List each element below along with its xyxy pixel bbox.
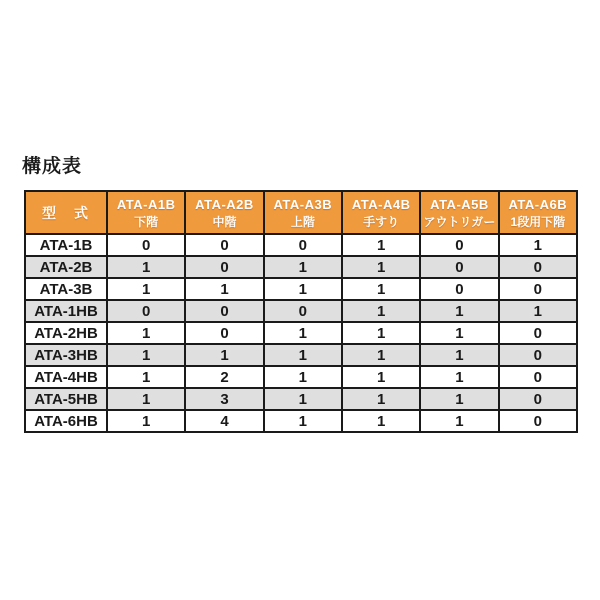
- column-label: 1段用下階: [510, 214, 566, 229]
- column-label: アウトリガー: [423, 214, 496, 229]
- value-cell: 0: [185, 234, 263, 256]
- column-header-2: [185, 191, 263, 234]
- value-cell: 1: [420, 366, 498, 388]
- value-cell: 0: [499, 322, 577, 344]
- page-title: 構成表: [22, 156, 83, 177]
- column-label: 中階: [212, 214, 237, 229]
- model-cell: ATA-4HB: [25, 366, 107, 388]
- value-cell: 1: [107, 322, 185, 344]
- model-cell: ATA-3B: [25, 278, 107, 300]
- column-label: 下階: [134, 214, 159, 229]
- value-cell: 0: [185, 256, 263, 278]
- value-cell: 0: [185, 322, 263, 344]
- table-row: [25, 234, 577, 256]
- value-cell: 1: [264, 256, 342, 278]
- value-cell: 0: [420, 278, 498, 300]
- column-code: ATA-A2B: [195, 196, 254, 212]
- column-code: ATA-A4B: [351, 196, 411, 212]
- column-label: 手すり: [363, 214, 400, 229]
- value-cell: 0: [499, 366, 577, 388]
- value-cell: 1: [107, 388, 185, 410]
- value-cell: 1: [107, 344, 185, 366]
- column-code: ATA-A3B: [273, 196, 333, 212]
- table-row: [25, 410, 577, 432]
- table-row: [25, 278, 577, 300]
- value-cell: 1: [264, 410, 342, 432]
- value-cell: 0: [107, 234, 185, 256]
- table-row: [25, 256, 577, 278]
- value-cell: 1: [342, 344, 420, 366]
- column-header-5: [420, 191, 498, 234]
- value-cell: 1: [420, 300, 498, 322]
- value-cell: 0: [420, 234, 498, 256]
- value-cell: 1: [264, 366, 342, 388]
- value-cell: 1: [420, 410, 498, 432]
- value-cell: 0: [499, 344, 577, 366]
- value-cell: 0: [499, 256, 577, 278]
- value-cell: 1: [264, 278, 342, 300]
- configuration-table: [24, 190, 578, 433]
- value-cell: 1: [107, 278, 185, 300]
- table-head: [25, 191, 577, 234]
- value-cell: 1: [264, 344, 342, 366]
- table-row: [25, 388, 577, 410]
- table-row: [25, 300, 577, 322]
- value-cell: 1: [342, 256, 420, 278]
- value-cell: 0: [264, 300, 342, 322]
- value-cell: 1: [420, 322, 498, 344]
- value-cell: 1: [107, 366, 185, 388]
- value-cell: 0: [107, 300, 185, 322]
- value-cell: 1: [185, 344, 263, 366]
- value-cell: 1: [342, 300, 420, 322]
- model-cell: ATA-2HB: [25, 322, 107, 344]
- value-cell: 1: [342, 278, 420, 300]
- value-cell: 0: [264, 234, 342, 256]
- model-cell: ATA-2B: [25, 256, 107, 278]
- value-cell: 1: [342, 234, 420, 256]
- value-cell: 0: [185, 300, 263, 322]
- value-cell: 1: [264, 322, 342, 344]
- model-cell: ATA-6HB: [25, 410, 107, 432]
- column-header-4: [342, 191, 420, 234]
- column-header-1: [107, 191, 185, 234]
- model-cell: ATA-3HB: [25, 344, 107, 366]
- column-header-6: [499, 191, 577, 234]
- value-cell: 1: [185, 278, 263, 300]
- value-cell: 1: [499, 234, 577, 256]
- model-cell: ATA-1B: [25, 234, 107, 256]
- value-cell: 0: [499, 410, 577, 432]
- table-row: [25, 344, 577, 366]
- value-cell: 2: [185, 366, 263, 388]
- value-cell: 1: [342, 410, 420, 432]
- table-body: [25, 234, 577, 432]
- column-code: ATA-A1B: [116, 196, 176, 212]
- value-cell: 4: [185, 410, 263, 432]
- value-cell: 0: [499, 278, 577, 300]
- value-cell: 0: [499, 388, 577, 410]
- table-header-row: [25, 191, 577, 234]
- value-cell: 1: [107, 256, 185, 278]
- value-cell: 1: [342, 322, 420, 344]
- column-code: ATA-A5B: [430, 196, 489, 212]
- model-cell: ATA-1HB: [25, 300, 107, 322]
- value-cell: 1: [107, 410, 185, 432]
- column-label: 上階: [290, 214, 315, 229]
- value-cell: 0: [420, 256, 498, 278]
- value-cell: 1: [264, 388, 342, 410]
- value-cell: 3: [185, 388, 263, 410]
- column-code: ATA-A6B: [508, 196, 568, 212]
- value-cell: 1: [499, 300, 577, 322]
- value-cell: 1: [342, 366, 420, 388]
- table-row: [25, 322, 577, 344]
- column-header-model: 型 式: [25, 191, 107, 234]
- table-row: [25, 366, 577, 388]
- value-cell: 1: [420, 388, 498, 410]
- column-header-3: [264, 191, 342, 234]
- value-cell: 1: [420, 344, 498, 366]
- value-cell: 1: [342, 388, 420, 410]
- model-cell: ATA-5HB: [25, 388, 107, 410]
